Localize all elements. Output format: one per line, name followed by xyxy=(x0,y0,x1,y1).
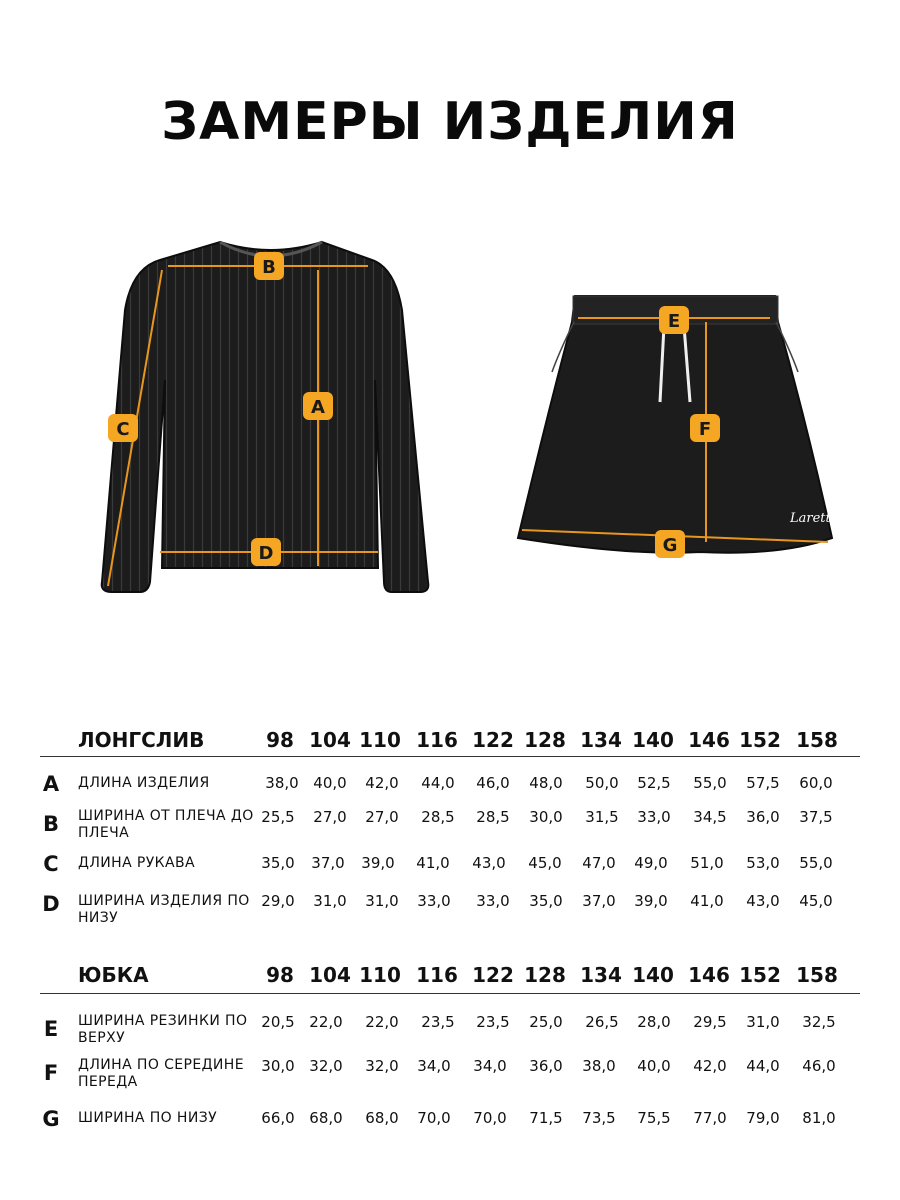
cell-value: 79,0 xyxy=(746,1109,780,1127)
size-header: 158 xyxy=(796,728,838,752)
table-title: ЛОНГСЛИВ xyxy=(78,728,205,752)
cell-value: 32,5 xyxy=(802,1013,836,1031)
svg-text:A: A xyxy=(311,397,325,418)
size-header: 116 xyxy=(416,728,458,752)
cell-value: 28,5 xyxy=(421,808,455,826)
cell-value: 34,5 xyxy=(693,808,727,826)
svg-text:F: F xyxy=(698,419,712,440)
cell-value: 40,0 xyxy=(313,774,347,792)
cell-value: 31,0 xyxy=(746,1013,780,1031)
cell-value: 22,0 xyxy=(365,1013,399,1031)
cell-value: 53,0 xyxy=(746,854,780,872)
cell-value: 37,0 xyxy=(582,892,616,910)
cell-value: 55,0 xyxy=(799,854,833,872)
cell-value: 36,0 xyxy=(529,1057,563,1075)
cell-value: 50,0 xyxy=(585,774,619,792)
size-header: 110 xyxy=(359,963,401,987)
cell-value: 73,5 xyxy=(582,1109,616,1127)
row-letter: A xyxy=(42,772,60,796)
cell-value: 38,0 xyxy=(265,774,299,792)
size-header: 104 xyxy=(309,728,351,752)
marker-e xyxy=(659,306,689,334)
size-header: 128 xyxy=(524,728,566,752)
size-header: 140 xyxy=(632,963,674,987)
cell-value: 40,0 xyxy=(637,1057,671,1075)
cell-value: 31,0 xyxy=(313,892,347,910)
cell-value: 23,5 xyxy=(421,1013,455,1031)
cell-value: 23,5 xyxy=(476,1013,510,1031)
size-header: 146 xyxy=(688,728,730,752)
cell-value: 37,5 xyxy=(799,808,833,826)
svg-text:D: D xyxy=(258,543,274,564)
row-label: ДЛИНА ПО СЕРЕДИНЕ ПЕРЕДА xyxy=(78,1057,244,1090)
cell-value: 81,0 xyxy=(802,1109,836,1127)
cell-value: 48,0 xyxy=(529,774,563,792)
cell-value: 36,0 xyxy=(746,808,780,826)
cell-value: 28,5 xyxy=(476,808,510,826)
cell-value: 57,5 xyxy=(746,774,780,792)
row-letter: E xyxy=(43,1017,59,1041)
cell-value: 32,0 xyxy=(309,1057,343,1075)
size-header: 110 xyxy=(359,728,401,752)
cell-value: 28,0 xyxy=(637,1013,671,1031)
marker-d xyxy=(251,538,281,566)
cell-value: 29,5 xyxy=(693,1013,727,1031)
marker-a xyxy=(303,392,333,420)
cell-value: 66,0 xyxy=(261,1109,295,1127)
cell-value: 42,0 xyxy=(365,774,399,792)
cell-value: 30,0 xyxy=(261,1057,295,1075)
size-header: 122 xyxy=(472,963,514,987)
cell-value: 44,0 xyxy=(421,774,455,792)
cell-value: 39,0 xyxy=(361,854,395,872)
cell-value: 27,0 xyxy=(365,808,399,826)
cell-value: 38,0 xyxy=(582,1057,616,1075)
cell-value: 33,0 xyxy=(476,892,510,910)
size-header: 104 xyxy=(309,963,351,987)
cell-value: 33,0 xyxy=(417,892,451,910)
skirt-drawing xyxy=(518,296,839,553)
cell-value: 39,0 xyxy=(634,892,668,910)
cell-value: 46,0 xyxy=(802,1057,836,1075)
cell-value: 26,5 xyxy=(585,1013,619,1031)
row-label: ДЛИНА РУКАВА xyxy=(78,855,195,871)
cell-value: 35,0 xyxy=(529,892,563,910)
page-title: ЗАМЕРЫ ИЗДЕЛИЯ xyxy=(161,92,739,152)
cell-value: 41,0 xyxy=(416,854,450,872)
cell-value: 75,5 xyxy=(637,1109,671,1127)
size-header: 146 xyxy=(688,963,730,987)
cell-value: 20,5 xyxy=(261,1013,295,1031)
cell-value: 27,0 xyxy=(313,808,347,826)
cell-value: 71,5 xyxy=(529,1109,563,1127)
svg-text:C: C xyxy=(116,419,130,440)
cell-value: 68,0 xyxy=(365,1109,399,1127)
cell-value: 32,0 xyxy=(365,1057,399,1075)
cell-value: 34,0 xyxy=(417,1057,451,1075)
marker-b xyxy=(254,252,284,280)
cell-value: 35,0 xyxy=(261,854,295,872)
row-letter: G xyxy=(42,1107,60,1131)
size-header: 122 xyxy=(472,728,514,752)
marker-g xyxy=(655,530,685,558)
size-header: 158 xyxy=(796,963,838,987)
size-header: 134 xyxy=(580,963,622,987)
row-letter: D xyxy=(42,892,60,916)
cell-value: 45,0 xyxy=(799,892,833,910)
svg-text:G: G xyxy=(662,535,678,556)
cell-value: 29,0 xyxy=(261,892,295,910)
brand-label: Laretto xyxy=(790,511,839,526)
svg-text:B: B xyxy=(262,257,276,278)
size-header: 140 xyxy=(632,728,674,752)
cell-value: 44,0 xyxy=(746,1057,780,1075)
cell-value: 42,0 xyxy=(693,1057,727,1075)
cell-value: 46,0 xyxy=(476,774,510,792)
row-label: ДЛИНА ИЗДЕЛИЯ xyxy=(78,775,210,791)
cell-value: 77,0 xyxy=(693,1109,727,1127)
skirt-body xyxy=(518,296,832,553)
row-letter: F xyxy=(43,1061,59,1085)
cell-value: 30,0 xyxy=(529,808,563,826)
cell-value: 47,0 xyxy=(582,854,616,872)
cell-value: 31,5 xyxy=(585,808,619,826)
table-divider xyxy=(40,993,860,994)
cell-value: 41,0 xyxy=(690,892,724,910)
row-label: ШИРИНА ОТ ПЛЕЧА ДО ПЛЕЧА xyxy=(78,808,254,841)
cell-value: 31,0 xyxy=(365,892,399,910)
cell-value: 37,0 xyxy=(311,854,345,872)
cell-value: 49,0 xyxy=(634,854,668,872)
size-header: 98 xyxy=(266,963,294,987)
size-header: 116 xyxy=(416,963,458,987)
marker-c xyxy=(108,414,138,442)
cell-value: 52,5 xyxy=(637,774,671,792)
cell-value: 33,0 xyxy=(637,808,671,826)
table-divider xyxy=(40,756,860,757)
size-header: 128 xyxy=(524,963,566,987)
table-title: ЮБКА xyxy=(78,963,149,987)
cell-value: 60,0 xyxy=(799,774,833,792)
cell-value: 43,0 xyxy=(746,892,780,910)
row-label: ШИРИНА РЕЗИНКИ ПО ВЕРХУ xyxy=(78,1013,248,1046)
cell-value: 70,0 xyxy=(473,1109,507,1127)
size-header: 152 xyxy=(739,728,781,752)
row-label: ШИРИНА ИЗДЕЛИЯ ПО НИЗУ xyxy=(78,893,250,926)
garment-illustration xyxy=(0,230,900,610)
size-header: 152 xyxy=(739,963,781,987)
size-header: 134 xyxy=(580,728,622,752)
cell-value: 25,0 xyxy=(529,1013,563,1031)
size-header: 98 xyxy=(266,728,294,752)
cell-value: 25,5 xyxy=(261,808,295,826)
marker-f xyxy=(690,414,720,442)
cell-value: 45,0 xyxy=(528,854,562,872)
cell-value: 68,0 xyxy=(309,1109,343,1127)
row-letter: B xyxy=(42,812,59,836)
cell-value: 34,0 xyxy=(473,1057,507,1075)
cell-value: 55,0 xyxy=(693,774,727,792)
cell-value: 51,0 xyxy=(690,854,724,872)
cell-value: 22,0 xyxy=(309,1013,343,1031)
row-label: ШИРИНА ПО НИЗУ xyxy=(78,1110,218,1126)
row-letter: C xyxy=(43,852,59,876)
cell-value: 43,0 xyxy=(472,854,506,872)
skirt-table-header xyxy=(0,957,900,997)
cell-value: 70,0 xyxy=(417,1109,451,1127)
svg-text:E: E xyxy=(667,311,681,332)
